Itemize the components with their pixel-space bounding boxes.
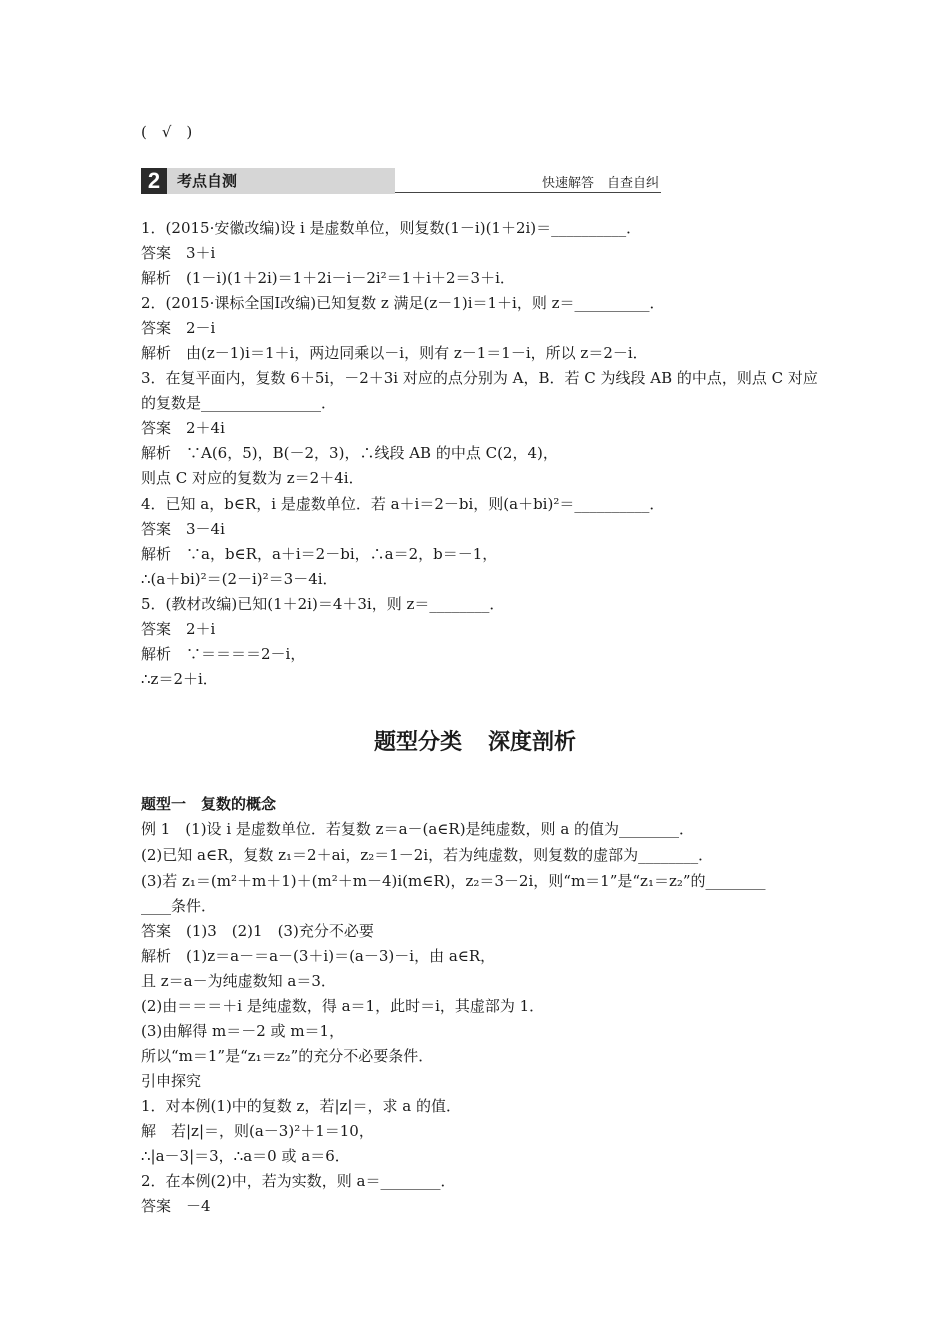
problem-5-question: 5．(教材改编)已知(1＋2i)＝4＋3i，则 z＝________． [141,595,505,613]
section-banner [141,168,659,196]
problem-4-analysis-cont: ∴(a＋bi)²＝(2－i)²＝3－4i． [141,570,338,588]
extension-2-question: 2．在本例(2)中，若为实数，则 a＝________． [141,1172,456,1190]
banner-subtitle: 快速解答 自查自纠 [541,176,659,191]
problem-4-answer: 答案 3－4i [141,520,225,538]
problem-3-question-cont: 的复数是________________． [141,394,337,412]
problem-2-answer: 答案 2－i [141,319,216,337]
example-1-analysis-2: (2)由＝＝＝＋i 是纯虚数，得 a＝1，此时＝i，其虚部为 1． [141,997,545,1015]
type-heading: 题型一 复数的概念 [141,795,277,813]
example-1-analysis-3: (3)由解得 m＝－2 或 m＝1， [141,1022,345,1040]
problem-5-analysis-cont: ∴z＝2＋i． [141,670,218,688]
problem-2-analysis: 解析 由(z－1)i＝1＋i，两边同乘以－i，则有 z－1＝1－i，所以 z＝2－i． [141,344,648,362]
problem-3-answer: 答案 2＋4i [141,419,225,437]
example-1-analysis-1-cont: 且 z＝a－为纯虚数知 a＝3． [141,972,336,990]
example-1-analysis-1: 解析 (1)z＝a－＝a－(3＋i)＝(a－3)－i，由 a∈R， [141,947,496,965]
banner-divider [395,192,661,193]
example-1-conclusion: 所以“m＝1”是“z₁＝z₂”的充分不必要条件． [141,1047,434,1065]
extension-1-solution: 解 若|z|＝，则(a－3)²＋1＝10， [141,1122,374,1140]
section-title-part2: 深度剖析 [488,730,577,755]
problem-4-question: 4．已知 a，b∈R，i 是虚数单位．若 a＋i＝2－bi，则(a＋bi)²＝__________． [141,495,665,513]
problem-2-question: 2．(2015·课标全国Ⅰ改编)已知复数 z 满足(z－1)i＝1＋i，则 z＝__________． [141,294,665,312]
extension-2-answer: 答案 －4 [141,1197,211,1215]
problem-3-question: 3．在复平面内，复数 6＋5i，－2＋3i 对应的点分别为 A，B．若 C 为线段 AB 的中点，则点 C 对应 [141,369,818,387]
section-title-part1: 题型分类 [373,730,462,755]
problem-5-answer: 答案 2＋i [141,620,216,638]
problem-1-question: 1．(2015·安徽改编)设 i 是虚数单位，则复数(1－i)(1＋2i)＝__________． [141,219,642,237]
problem-1-analysis: 解析 (1－i)(1＋2i)＝1＋2i－i－2i²＝1＋i＋2＝3＋i． [141,269,515,287]
example-1-part-2: (2)已知 a∈R，复数 z₁＝2＋ai，z₂＝1－2i，若为纯虚数，则复数的虚部为________． [141,846,714,864]
example-1-part-3-cont: ____条件． [141,897,217,915]
problem-3-analysis: 解析 ∵A(6，5)，B(－2，3)，∴线段 AB 的中点 C(2，4)， [141,444,558,462]
extension-1-question: 1．对本例(1)中的复数 z，若|z|＝，求 a 的值． [141,1097,461,1115]
example-1-part-3: (3)若 z₁＝(m²＋m＋1)＋(m²＋m－4)i(m∈R)，z₂＝3－2i，则“m＝1”是“z₁＝z₂”的________ [141,872,766,890]
problem-3-analysis-cont: 则点 C 对应的复数为 z＝2＋4i． [141,469,364,487]
banner-title: 考点自测 [167,168,395,194]
extension-heading: 引申探究 [141,1072,202,1090]
check-answer-mark: ( √ ) [141,123,193,141]
section-title [0,728,950,758]
example-1-answer: 答案 (1)3 (2)1 (3)充分不必要 [141,922,374,940]
problem-4-analysis: 解析 ∵a，b∈R，a＋i＝2－bi，∴a＝2，b＝－1， [141,545,498,563]
problem-1-answer: 答案 3＋i [141,244,216,262]
extension-1-solution-cont: ∴|a－3|＝3，∴a＝0 或 a＝6． [141,1147,350,1165]
problem-5-analysis: 解析 ∵＝＝＝＝2－i， [141,645,306,663]
example-1-part-1: 例 1 (1)设 i 是虚数单位．若复数 z＝a－(a∈R)是纯虚数，则 a 的值为________． [141,820,695,838]
banner-number: 2 [141,168,167,194]
